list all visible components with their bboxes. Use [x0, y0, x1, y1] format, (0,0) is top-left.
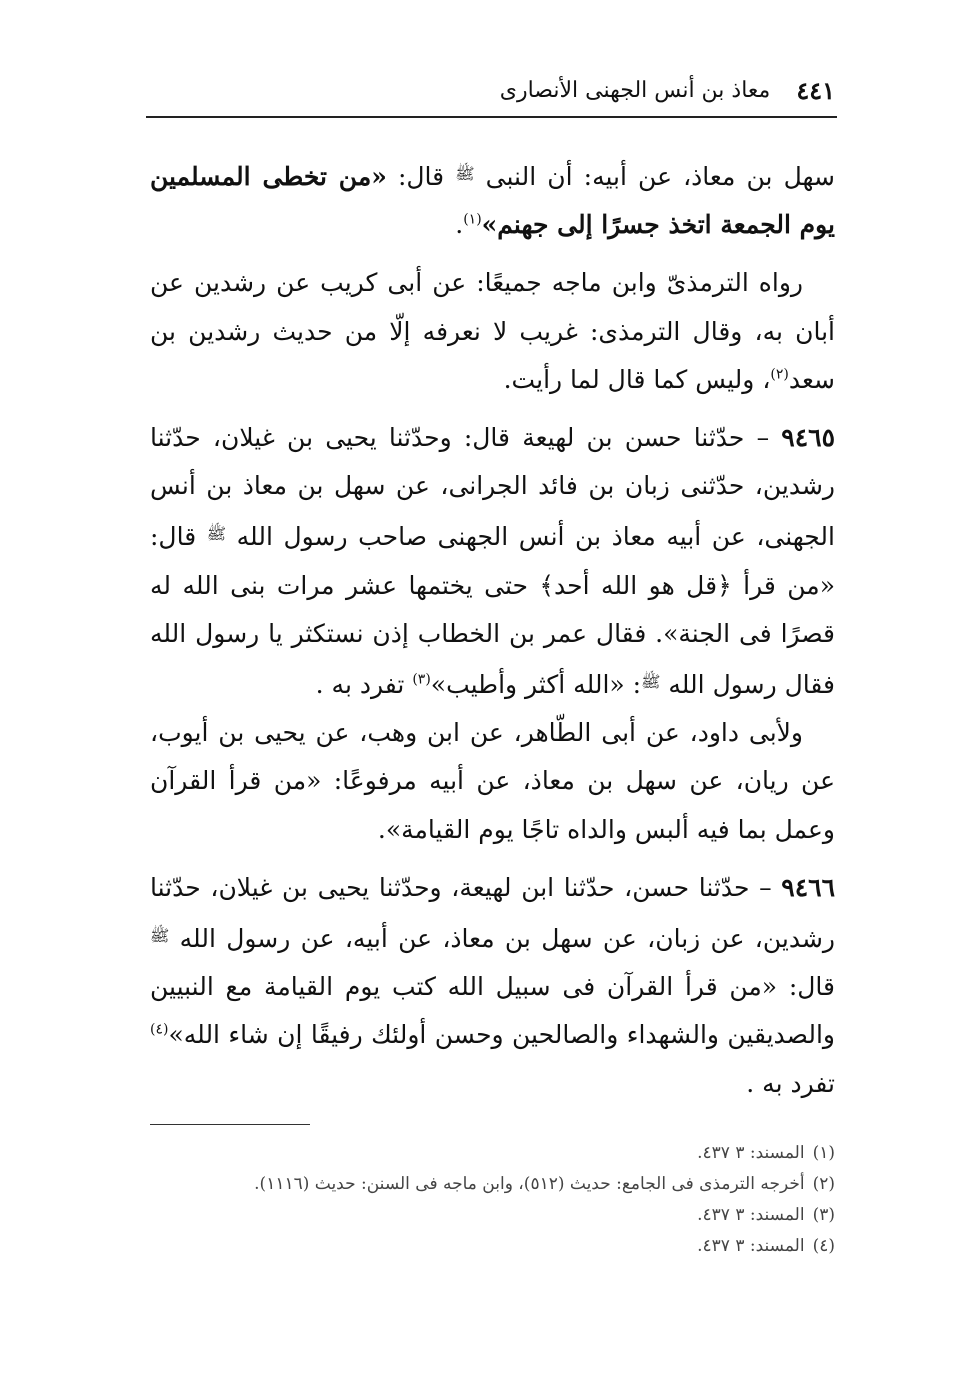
hadith-9466 — [150, 864, 835, 1108]
text-segment: ولأبى داود، عن أبى الطّاهر، عن ابن وهب، عن يحيى بن أيوب، عن ريان، عن سهل بن معاذ، عن أبيه مرفوعًا: «من قرأ القرآن وعمل بما فيه ألبس والداه تاجًا يوم القيامة». — [150, 718, 835, 844]
text-segment: قال: «من قرأ القرآن فى سبيل الله كتب يوم القيامة مع النبيين والصديقين والشهداء والصالحين وحسن أولئك رفيقًا إن شاء الله» — [150, 972, 835, 1050]
hadith-number: ٩٤٦٦ — [781, 872, 835, 902]
text-segment: تفرد به . — [746, 1068, 835, 1098]
footnote-text: المسند: ٣ ٤٣٧. — [697, 1236, 805, 1256]
footnote-marker: (١) — [463, 211, 482, 228]
salla-glyph: ﷺ — [150, 926, 170, 946]
footnote-number: (٤) — [812, 1236, 835, 1256]
text-segment: سهل بن معاذ، عن أبيه: أن النبى — [485, 162, 835, 191]
salla-glyph: ﷺ — [206, 524, 227, 544]
hadith-9465 — [150, 414, 835, 709]
page-number: ٤٤١ — [796, 75, 835, 105]
paragraph-4 — [150, 709, 835, 854]
text-segment: تفرد به . — [315, 670, 405, 700]
paragraph-2 — [150, 259, 835, 404]
text-segment: رواه الترمذىّ وابن ماجه جميعًا: عن أبى كريب عن رشدين عن أبان به، وقال الترمذى: غريب لا نعرفه إلّا من حديث رشدين بن سعد — [150, 268, 835, 394]
footnote-4 — [150, 1231, 835, 1262]
text-segment: – حدّثنا حسن، حدّثنا ابن لهيعة، وحدّثنا يحيى بن غيلان، حدّثنا رشدين، عن زبان، عن سهل بن معاذ، عن أبيه، عن رسول الله — [150, 872, 835, 954]
footnote-text: المسند: ٣ ٤٣٧. — [697, 1205, 805, 1225]
running-title: معاذ بن أنس الجهنى الأنصارى — [499, 77, 771, 103]
salla-glyph: ﷺ — [641, 672, 661, 692]
text-segment: – حدّثنا حسن بن لهيعة قال: وحدّثنا يحيى بن غيلان، حدّثنا رشدين، حدّثنى زبان بن فائد الجرانى، عن سهل بن معاذ بن أنس الجهنى، عن أبيه معاذ بن أنس الجهنى صاحب رسول الله — [150, 423, 835, 552]
prophetic-quote: «من تخطى المسلمين يوم الجمعة اتخذ جسرًا إلى جهنم» — [150, 162, 835, 240]
footnote-marker: (٢) — [770, 366, 789, 383]
footnote-text: المسند: ٣ ٤٣٧. — [697, 1143, 805, 1163]
salla-glyph: ﷺ — [455, 164, 475, 183]
paragraph-1 — [150, 150, 835, 249]
text-segment: ، وليس كما قال لما رأيت. — [503, 364, 771, 394]
footnote-1 — [150, 1138, 835, 1169]
footnote-number: (٣) — [812, 1205, 835, 1225]
footnote-2 — [150, 1169, 835, 1200]
footnotes — [150, 1138, 835, 1262]
text-segment: . — [455, 210, 464, 240]
footnote-number: (١) — [812, 1143, 835, 1163]
prophetic-quote: : «الله أكثر وأطيب» — [430, 670, 642, 700]
footnote-rule — [150, 1124, 310, 1125]
footnote-marker: (٤) — [150, 1022, 169, 1039]
header-rule — [146, 116, 837, 118]
footnote-3 — [150, 1200, 835, 1231]
text-segment: قال: — [397, 162, 445, 191]
main-text — [150, 150, 835, 1108]
running-header — [150, 70, 835, 110]
hadith-number: ٩٤٦٥ — [781, 423, 836, 453]
footnote-number: (٢) — [812, 1174, 835, 1194]
book-page — [150, 60, 835, 1350]
footnote-marker: (٣) — [412, 671, 431, 688]
footnote-text: أخرجه الترمذى فى الجامع: حديث (٥١٢)، وابن ماجه فى السنن: حديث (١١١٦). — [254, 1174, 805, 1194]
text-segment: قال: «من قرأ ﴿قل هو الله أحد﴾ حتى يختمها عشر مرات بنى الله له قصرًا فى الجنة». فقال عمر بن الخطاب إذن نستكثر يا رسول الله فقال رسول الله — [150, 522, 835, 700]
